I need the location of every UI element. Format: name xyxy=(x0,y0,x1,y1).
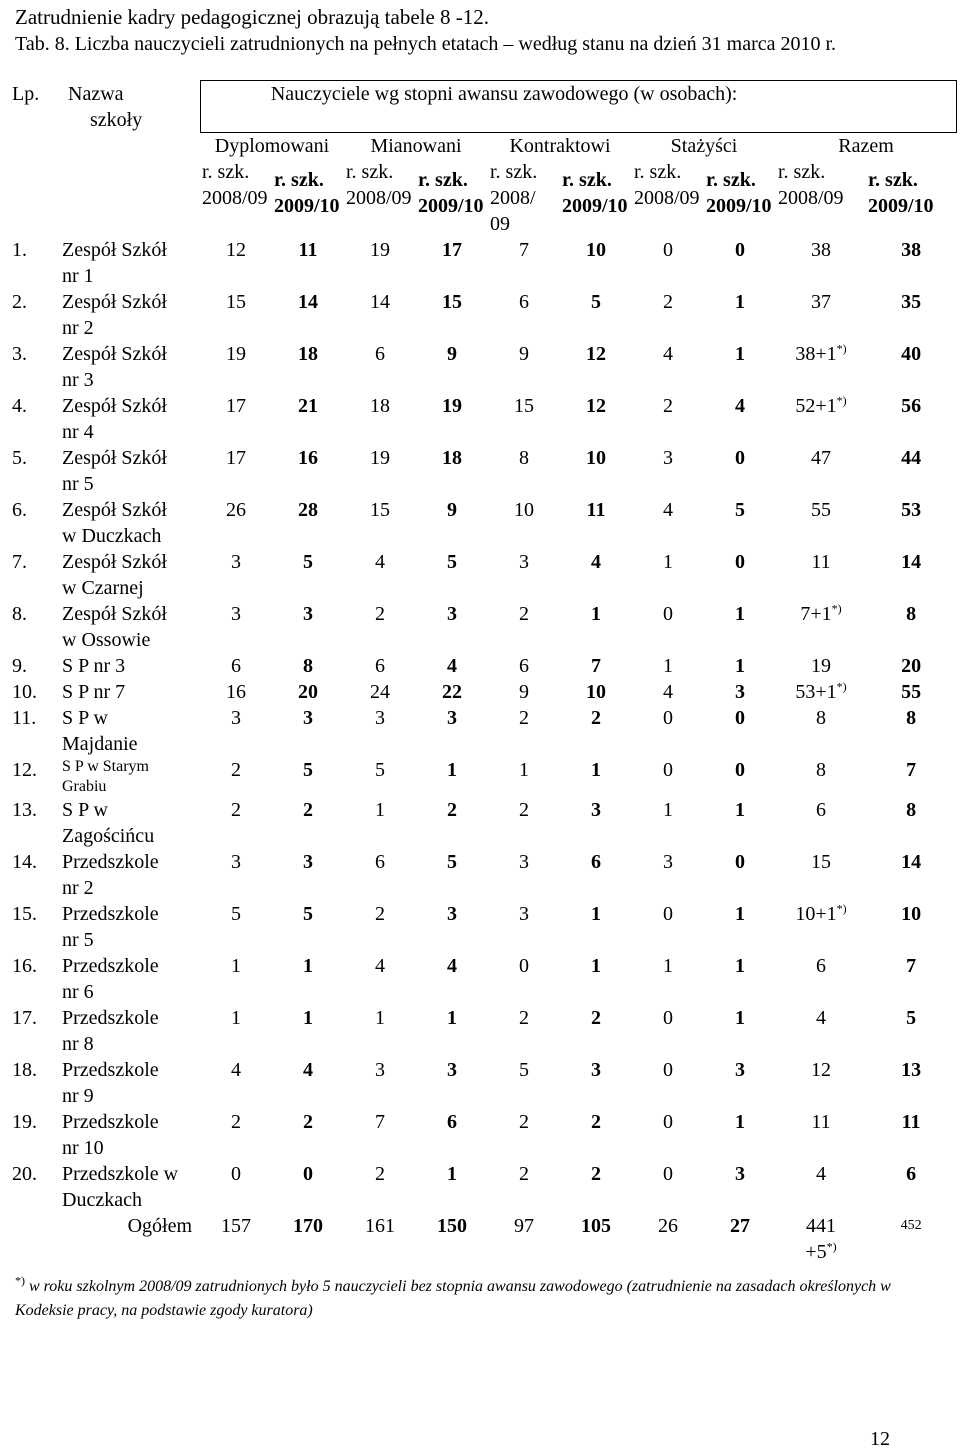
table-row xyxy=(10,341,956,393)
row-value: 1 xyxy=(735,603,745,625)
row-value: 1 xyxy=(735,1007,745,1029)
row-school-name: Przedszkole nr 2 xyxy=(62,851,159,899)
year-2009-razem: r. szk. 2009/10 xyxy=(868,169,934,217)
row-value: 7 xyxy=(591,655,601,677)
row-value: 8 xyxy=(906,707,917,729)
row-value: 15 xyxy=(442,291,462,313)
row-value: 15 xyxy=(370,499,390,521)
row-lp: 6. xyxy=(12,499,27,521)
table-body xyxy=(10,237,956,1213)
row-value: 0 xyxy=(735,759,745,781)
row-value: 3 xyxy=(231,851,241,873)
row-value: 37 xyxy=(811,291,831,313)
table-row xyxy=(10,1161,956,1213)
row-value: 47 xyxy=(811,447,831,469)
table-row xyxy=(10,1109,956,1161)
row-value: 5 xyxy=(735,499,745,521)
row-value: 1 xyxy=(663,955,673,977)
row-value: 10 xyxy=(586,681,606,703)
row-value: 6 xyxy=(519,291,529,313)
row-value: 10 xyxy=(586,447,606,469)
header-mianowani: Mianowani xyxy=(370,135,462,157)
row-value: 0 xyxy=(663,903,673,925)
row-value: 1 xyxy=(591,903,601,925)
row-value: 5 xyxy=(303,551,313,573)
row-value: 6 xyxy=(816,955,826,977)
row-value: 4 xyxy=(375,551,385,573)
year-2009-kontr: r. szk. 2009/10 xyxy=(562,169,628,217)
row-lp: 5. xyxy=(12,447,27,469)
row-value: 38 xyxy=(901,239,922,261)
row-value: 5 xyxy=(447,551,457,573)
row-value: 0 xyxy=(735,551,745,573)
table-row xyxy=(10,705,956,757)
row-value: 15 xyxy=(226,291,246,313)
row-school-name: Przedszkole nr 5 xyxy=(62,903,159,951)
row-value: 3 xyxy=(447,903,457,925)
row-lp: 16. xyxy=(12,955,37,977)
year-2008-staz: r. szk. 2008/09 xyxy=(634,161,700,209)
row-lp: 2. xyxy=(12,291,27,313)
row-value: 8 xyxy=(816,707,826,729)
row-value: 44 xyxy=(901,447,922,469)
row-value: 3 xyxy=(447,603,457,625)
row-value: 11 xyxy=(811,551,831,573)
table-row xyxy=(10,953,956,1005)
row-school-name: S P nr 7 xyxy=(62,681,126,703)
row-lp: 3. xyxy=(12,343,27,365)
row-value: 0 xyxy=(663,603,673,625)
total-cell: 170 xyxy=(293,1215,323,1237)
row-value: 2 xyxy=(447,799,457,821)
row-value: 4 xyxy=(663,343,673,365)
row-value: 12 xyxy=(226,239,246,261)
table-row xyxy=(10,797,956,849)
row-value: 21 xyxy=(298,395,318,417)
row-value: 11 xyxy=(901,1111,921,1133)
row-value: 0 xyxy=(231,1163,241,1185)
row-value: 1 xyxy=(735,955,745,977)
intro-text: Zatrudnienie kadry pedagogicznej obrazują tabele 8 -12. xyxy=(15,5,490,29)
row-value: 38 xyxy=(811,239,831,261)
row-value: 1 xyxy=(591,759,601,781)
row-lp: 19. xyxy=(12,1111,37,1133)
row-value: 3 xyxy=(303,603,313,625)
row-value: 0 xyxy=(519,955,529,977)
row-value: 0 xyxy=(663,1059,673,1081)
header-categories xyxy=(10,133,956,160)
row-value: 8 xyxy=(906,799,917,821)
row-value: 10 xyxy=(586,239,606,261)
row-school-name: S P w Zagościńcu xyxy=(62,799,155,847)
total-cell: 157 xyxy=(221,1215,251,1237)
header-kontraktowi: Kontraktowi xyxy=(509,135,611,157)
page-number: 12 xyxy=(870,1428,890,1450)
row-value: 3 xyxy=(231,603,241,625)
row-value: 53 xyxy=(901,499,922,521)
row-value: 4 xyxy=(303,1059,313,1081)
row-value: 52+1*) xyxy=(795,393,847,417)
row-school-name: S P w Starym Grabiu xyxy=(62,758,149,795)
year-2008-kontr: r. szk. 2008/ 09 xyxy=(490,161,538,235)
year-2009-mian: r. szk. 2009/10 xyxy=(418,169,484,217)
row-value: 35 xyxy=(901,291,922,313)
row-value: 3 xyxy=(447,1059,457,1081)
table-caption: Tab. 8. Liczba nauczycieli zatrudnionych na pełnych etatach – według stanu na dzień 31 marca 2010 r. xyxy=(15,33,837,55)
row-value: 4 xyxy=(447,655,457,677)
table-row xyxy=(10,653,956,679)
row-value: 7 xyxy=(906,955,917,977)
row-value: 8 xyxy=(519,447,529,469)
row-value: 5 xyxy=(519,1059,529,1081)
row-value: 6 xyxy=(816,799,826,821)
row-school-name: Przedszkole nr 9 xyxy=(62,1059,159,1107)
table-row xyxy=(10,901,956,953)
row-lp: 1. xyxy=(12,239,27,261)
row-value: 14 xyxy=(901,551,922,573)
row-value: 8 xyxy=(816,759,826,781)
row-value: 2 xyxy=(519,1163,529,1185)
row-lp: 4. xyxy=(12,395,27,417)
row-school-name: Przedszkole nr 8 xyxy=(62,1007,159,1055)
row-lp: 11. xyxy=(12,707,37,729)
row-school-name: Zespół Szkół nr 3 xyxy=(62,343,167,391)
row-school-name: Zespół Szkół nr 2 xyxy=(62,291,167,339)
row-value: 2 xyxy=(231,759,241,781)
row-value: 11 xyxy=(586,499,606,521)
row-value: 18 xyxy=(370,395,390,417)
year-2009-staz: r. szk. 2009/10 xyxy=(706,169,772,217)
total-razem-2008: 441 +5*) xyxy=(805,1215,837,1263)
row-school-name: Przedszkole w Duczkach xyxy=(62,1163,179,1211)
row-value: 3 xyxy=(663,851,673,873)
row-value: 6 xyxy=(375,655,385,677)
row-value: 12 xyxy=(811,1059,831,1081)
row-value: 20 xyxy=(901,655,922,677)
row-value: 5 xyxy=(303,903,313,925)
header-lp: Lp. xyxy=(12,82,40,105)
row-value: 4 xyxy=(663,681,673,703)
row-lp: 15. xyxy=(12,903,37,925)
row-value: 2 xyxy=(375,603,385,625)
row-value: 1 xyxy=(591,955,601,977)
row-value: 9 xyxy=(519,681,529,703)
row-value: 10+1*) xyxy=(795,901,847,925)
row-value: 1 xyxy=(447,1163,457,1185)
year-2008-razem: r. szk. 2008/09 xyxy=(778,161,844,209)
total-cell: 150 xyxy=(437,1215,467,1237)
row-value: 3 xyxy=(519,903,529,925)
row-value: 2 xyxy=(519,799,529,821)
row-value: 2 xyxy=(591,707,601,729)
row-value: 5 xyxy=(591,291,601,313)
row-value: 8 xyxy=(303,655,313,677)
row-school-name: Przedszkole nr 10 xyxy=(62,1111,159,1159)
row-value: 55 xyxy=(811,499,831,521)
table-row xyxy=(10,549,956,601)
table-row xyxy=(10,445,956,497)
row-value: 3 xyxy=(375,707,385,729)
row-value: 2 xyxy=(375,1163,385,1185)
row-value: 1 xyxy=(663,655,673,677)
row-value: 3 xyxy=(735,1059,745,1081)
row-value: 4 xyxy=(231,1059,241,1081)
row-value: 1 xyxy=(375,799,385,821)
year-2009-dypl: r. szk. 2009/10 xyxy=(274,169,340,217)
row-value: 3 xyxy=(231,707,241,729)
row-value: 14 xyxy=(901,851,922,873)
row-value: 14 xyxy=(298,291,318,313)
row-lp: 17. xyxy=(12,1007,37,1029)
row-value: 5 xyxy=(447,851,457,873)
row-value: 1 xyxy=(447,1007,457,1029)
teachers-table xyxy=(10,80,957,1265)
row-value: 8 xyxy=(906,603,917,625)
row-value: 24 xyxy=(370,681,390,703)
row-value: 3 xyxy=(231,551,241,573)
row-value: 14 xyxy=(370,291,390,313)
row-value: 0 xyxy=(735,851,745,873)
row-value: 19 xyxy=(811,655,831,677)
row-value: 7+1*) xyxy=(800,601,842,625)
row-value: 0 xyxy=(735,447,745,469)
row-school-name: S P w Majdanie xyxy=(62,707,138,755)
total-cell: 27 xyxy=(730,1215,750,1237)
row-value: 9 xyxy=(447,499,457,521)
table-row xyxy=(10,757,956,797)
row-value: 4 xyxy=(375,955,385,977)
row-value: 7 xyxy=(375,1111,385,1133)
row-lp: 8. xyxy=(12,603,27,625)
row-value: 3 xyxy=(663,447,673,469)
table-row xyxy=(10,849,956,901)
header-razem: Razem xyxy=(838,135,894,157)
row-value: 1 xyxy=(735,655,745,677)
row-value: 7 xyxy=(906,759,917,781)
row-value: 17 xyxy=(226,447,246,469)
row-value: 6 xyxy=(375,851,385,873)
row-value: 2 xyxy=(591,1163,601,1185)
row-value: 0 xyxy=(735,707,745,729)
row-value: 2 xyxy=(375,903,385,925)
row-value: 40 xyxy=(901,343,922,365)
row-value: 2 xyxy=(231,1111,241,1133)
total-row xyxy=(10,1213,956,1265)
row-school-name: Zespół Szkół nr 5 xyxy=(62,447,167,495)
table-row xyxy=(10,393,956,445)
row-school-name: Przedszkole nr 6 xyxy=(62,955,159,1003)
row-value: 38+1*) xyxy=(795,341,847,365)
row-value: 2 xyxy=(663,395,673,417)
row-value: 4 xyxy=(663,499,673,521)
row-value: 4 xyxy=(591,551,601,573)
header-nazwa: Nazwa szkoły xyxy=(68,82,143,131)
row-school-name: Zespół Szkół w Duczkach xyxy=(62,499,167,547)
row-value: 2 xyxy=(519,1007,529,1029)
row-value: 2 xyxy=(303,799,313,821)
header-dyplomowani: Dyplomowani xyxy=(214,135,330,157)
row-value: 0 xyxy=(735,239,745,261)
row-value: 22 xyxy=(442,681,462,703)
row-value: 12 xyxy=(586,343,606,365)
total-cell: 97 xyxy=(514,1215,534,1237)
row-value: 4 xyxy=(816,1163,826,1185)
row-lp: 12. xyxy=(12,759,37,781)
row-value: 3 xyxy=(447,707,457,729)
header-years xyxy=(10,159,956,237)
row-value: 56 xyxy=(901,395,922,417)
row-value: 28 xyxy=(298,499,318,521)
row-value: 0 xyxy=(663,1007,673,1029)
row-value: 3 xyxy=(519,851,529,873)
row-value: 19 xyxy=(370,239,390,261)
row-lp: 18. xyxy=(12,1059,37,1081)
row-value: 3 xyxy=(591,799,601,821)
table-row xyxy=(10,679,956,705)
row-value: 3 xyxy=(519,551,529,573)
row-value: 6 xyxy=(906,1163,917,1185)
row-value: 5 xyxy=(375,759,385,781)
row-value: 26 xyxy=(226,499,246,521)
row-value: 2 xyxy=(663,291,673,313)
row-value: 2 xyxy=(231,799,241,821)
table-row xyxy=(10,1057,956,1109)
row-value: 3 xyxy=(303,707,313,729)
year-2008-dypl: r. szk. 2008/09 xyxy=(202,161,268,209)
row-value: 3 xyxy=(735,681,745,703)
row-school-name: S P nr 3 xyxy=(62,655,126,677)
row-value: 3 xyxy=(303,851,313,873)
row-value: 0 xyxy=(663,239,673,261)
row-value: 11 xyxy=(811,1111,831,1133)
row-value: 5 xyxy=(231,903,241,925)
table-row xyxy=(10,289,956,341)
row-value: 1 xyxy=(303,955,313,977)
row-value: 12 xyxy=(586,395,606,417)
row-value: 13 xyxy=(901,1059,922,1081)
row-value: 1 xyxy=(663,551,673,573)
row-value: 16 xyxy=(298,447,318,469)
row-value: 1 xyxy=(447,759,457,781)
total-cell: 161 xyxy=(365,1215,395,1237)
row-value: 1 xyxy=(231,955,241,977)
row-value: 2 xyxy=(591,1007,601,1029)
footnote: *) w roku szkolnym 2008/09 zatrudnionych było 5 nauczycieli bez stopnia awansu zawodowego (zatrudnienie na zasadach określonych w Kodeksie pracy, na podstawie zgody kuratora) xyxy=(15,1273,891,1319)
row-value: 11 xyxy=(298,239,318,261)
row-value: 2 xyxy=(303,1111,313,1133)
row-value: 5 xyxy=(303,759,313,781)
row-lp: 9. xyxy=(12,655,27,677)
year-2008-mian: r. szk. 2008/09 xyxy=(346,161,412,209)
row-value: 1 xyxy=(591,603,601,625)
row-lp: 20. xyxy=(12,1163,37,1185)
row-value: 0 xyxy=(663,707,673,729)
row-value: 6 xyxy=(375,343,385,365)
table-row xyxy=(10,601,956,653)
row-value: 1 xyxy=(303,1007,313,1029)
row-value: 0 xyxy=(663,759,673,781)
row-value: 1 xyxy=(735,343,745,365)
row-lp: 13. xyxy=(12,799,37,821)
header-stazysci: Stażyści xyxy=(670,135,738,157)
row-lp: 10. xyxy=(12,681,37,703)
row-value: 2 xyxy=(519,707,529,729)
row-value: 3 xyxy=(735,1163,745,1185)
row-value: 9 xyxy=(447,343,457,365)
row-value: 6 xyxy=(447,1111,457,1133)
row-value: 53+1*) xyxy=(795,679,847,703)
row-value: 0 xyxy=(663,1163,673,1185)
row-school-name: Zespół Szkół nr 1 xyxy=(62,239,167,287)
row-value: 20 xyxy=(298,681,318,703)
row-value: 1 xyxy=(735,291,745,313)
row-value: 19 xyxy=(370,447,390,469)
row-value: 55 xyxy=(901,681,922,703)
total-cell: 105 xyxy=(581,1215,611,1237)
row-value: 17 xyxy=(226,395,246,417)
row-value: 1 xyxy=(231,1007,241,1029)
row-value: 6 xyxy=(231,655,241,677)
header-group-title: Nauczyciele wg stopni awansu zawodowego (w osobach): xyxy=(200,81,956,133)
table-row xyxy=(10,237,956,289)
row-lp: 14. xyxy=(12,851,37,873)
row-school-name: Zespół Szkół w Czarnej xyxy=(62,551,167,599)
row-value: 2 xyxy=(519,1111,529,1133)
row-value: 3 xyxy=(591,1059,601,1081)
row-value: 6 xyxy=(591,851,601,873)
total-label: Ogółem xyxy=(127,1215,192,1237)
row-school-name: Zespół Szkół w Ossowie xyxy=(62,603,167,651)
total-cell: 26 xyxy=(658,1215,678,1237)
row-value: 9 xyxy=(519,343,529,365)
row-value: 19 xyxy=(442,395,462,417)
row-value: 1 xyxy=(375,1007,385,1029)
row-value: 0 xyxy=(303,1163,313,1185)
row-value: 16 xyxy=(226,681,246,703)
row-value: 3 xyxy=(375,1059,385,1081)
row-value: 4 xyxy=(816,1007,826,1029)
row-value: 1 xyxy=(663,799,673,821)
row-value: 2 xyxy=(591,1111,601,1133)
row-value: 2 xyxy=(519,603,529,625)
row-value: 10 xyxy=(901,903,922,925)
row-value: 7 xyxy=(519,239,529,261)
row-value: 15 xyxy=(514,395,534,417)
row-value: 6 xyxy=(519,655,529,677)
row-school-name: Zespół Szkół nr 4 xyxy=(62,395,167,443)
row-value: 4 xyxy=(735,395,745,417)
row-value: 5 xyxy=(906,1007,917,1029)
row-value: 1 xyxy=(519,759,529,781)
row-value: 18 xyxy=(442,447,462,469)
row-value: 1 xyxy=(735,1111,745,1133)
table-row xyxy=(10,1005,956,1057)
total-razem-2009: 452 xyxy=(900,1218,922,1233)
table-row xyxy=(10,497,956,549)
row-value: 17 xyxy=(442,239,462,261)
row-value: 4 xyxy=(447,955,457,977)
row-value: 1 xyxy=(735,903,745,925)
row-value: 15 xyxy=(811,851,831,873)
row-value: 0 xyxy=(663,1111,673,1133)
row-lp: 7. xyxy=(12,551,27,573)
row-value: 10 xyxy=(514,499,534,521)
row-value: 18 xyxy=(298,343,318,365)
row-value: 19 xyxy=(226,343,246,365)
row-value: 1 xyxy=(735,799,745,821)
